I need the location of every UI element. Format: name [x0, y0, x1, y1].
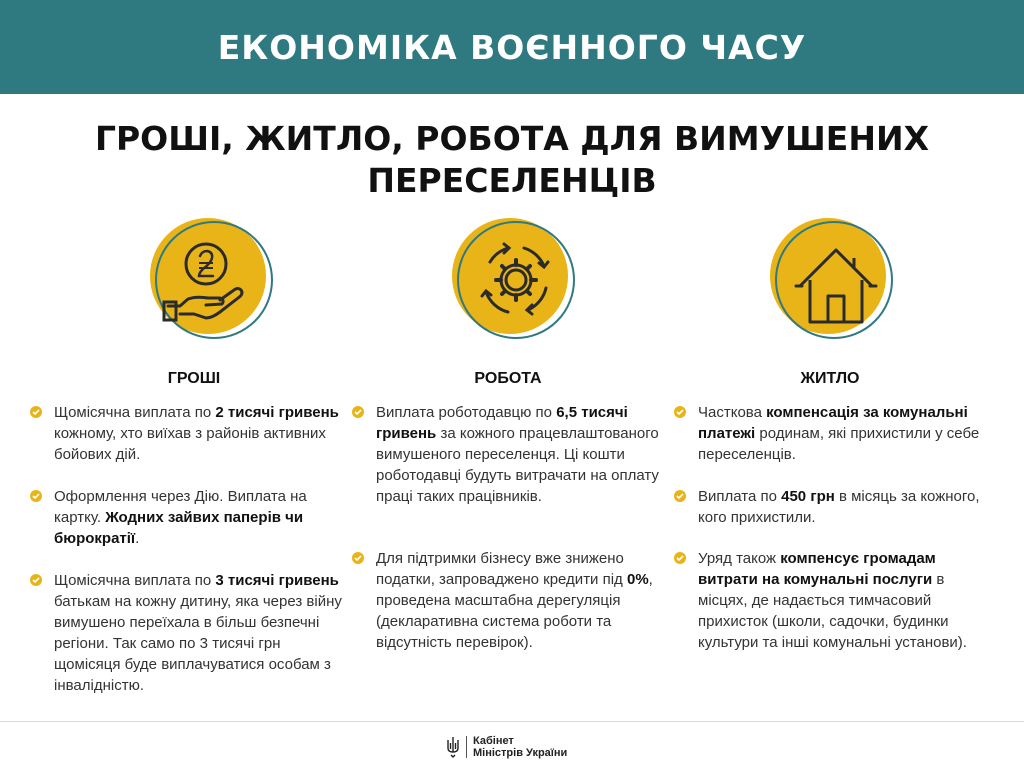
check-bullet-icon — [674, 406, 686, 418]
item-text: Щомісячна виплата по 3 тисячі гривень батькам на кожну дитину, яка через війну вимушено переїхала в більш безпечні регіони. Так само по 3 тисячі грн щомісяця буде виплачуватися особам з інвалідністю. — [54, 572, 342, 694]
check-bullet-icon — [30, 490, 42, 502]
item-text: Виплата роботодавцю по 6,5 тисячі гривень за кожного працевлаштованого вимушеного переселенця. Ці кошти роботодавці будуть витрачати на оплату праці таких працівників. — [376, 404, 659, 505]
footer-org-name — [473, 735, 567, 759]
trident-icon — [446, 736, 460, 758]
item-text: Часткова компенсація за комунальні платежі родинам, які прихистили у себе переселенців. — [698, 404, 980, 463]
item-text: Уряд також компенсує громадам витрати на комунальні послуги в місцях, де надається тимчасовий прихисток (школи, садочки, будинки культури та інші комунальні установи). — [698, 550, 967, 651]
item-text: Виплата по 450 грн в місяць за кожного, кого прихистили. — [698, 488, 980, 526]
footer-line-2: Міністрів України — [473, 747, 568, 759]
money-column — [30, 214, 350, 694]
check-bullet-icon — [674, 490, 686, 502]
page-title-line-1: ГРОШІ, ЖИТЛО, РОБОТА ДЛЯ ВИМУШЕНИХ — [94, 119, 930, 158]
check-bullet-icon — [352, 406, 364, 418]
work-heading: РОБОТА — [474, 370, 542, 387]
check-bullet-icon — [352, 552, 364, 564]
footer-logo — [446, 733, 567, 761]
header-banner — [0, 0, 1024, 94]
work-column — [352, 214, 672, 651]
house-icon — [766, 214, 896, 344]
check-bullet-icon — [30, 574, 42, 586]
hand-hryvnia-icon — [146, 214, 276, 344]
page-title-line-2: ПЕРЕСЕЛЕНЦІВ — [367, 161, 657, 200]
check-bullet-icon — [30, 406, 42, 418]
item-text: Щомісячна виплата по 2 тисячі гривень кожному, хто виїхав з районів активних бойових дій. — [54, 404, 339, 463]
housing-heading: ЖИТЛО — [800, 370, 860, 387]
header-title: ЕКОНОМІКА ВОЄННОГО ЧАСУ — [217, 27, 807, 67]
footer-line-1: Кабінет — [473, 735, 514, 747]
item-text: Оформлення через Дію. Виплата на картку. Жодних зайвих паперів чи бюрократії. — [54, 488, 307, 547]
footer-separator — [466, 736, 467, 758]
page-title — [0, 118, 1024, 202]
money-heading: ГРОШІ — [167, 370, 221, 387]
item-text: Для підтримки бізнесу вже знижено податки, запроваджено кредити під 0%, проведена масштабна дерегуляція (декларативна система роботи та відсутність перевірок). — [376, 550, 653, 651]
footer-divider — [0, 721, 1024, 722]
check-bullet-icon — [674, 552, 686, 564]
gear-cycle-icon — [448, 214, 578, 344]
housing-column — [674, 214, 994, 651]
